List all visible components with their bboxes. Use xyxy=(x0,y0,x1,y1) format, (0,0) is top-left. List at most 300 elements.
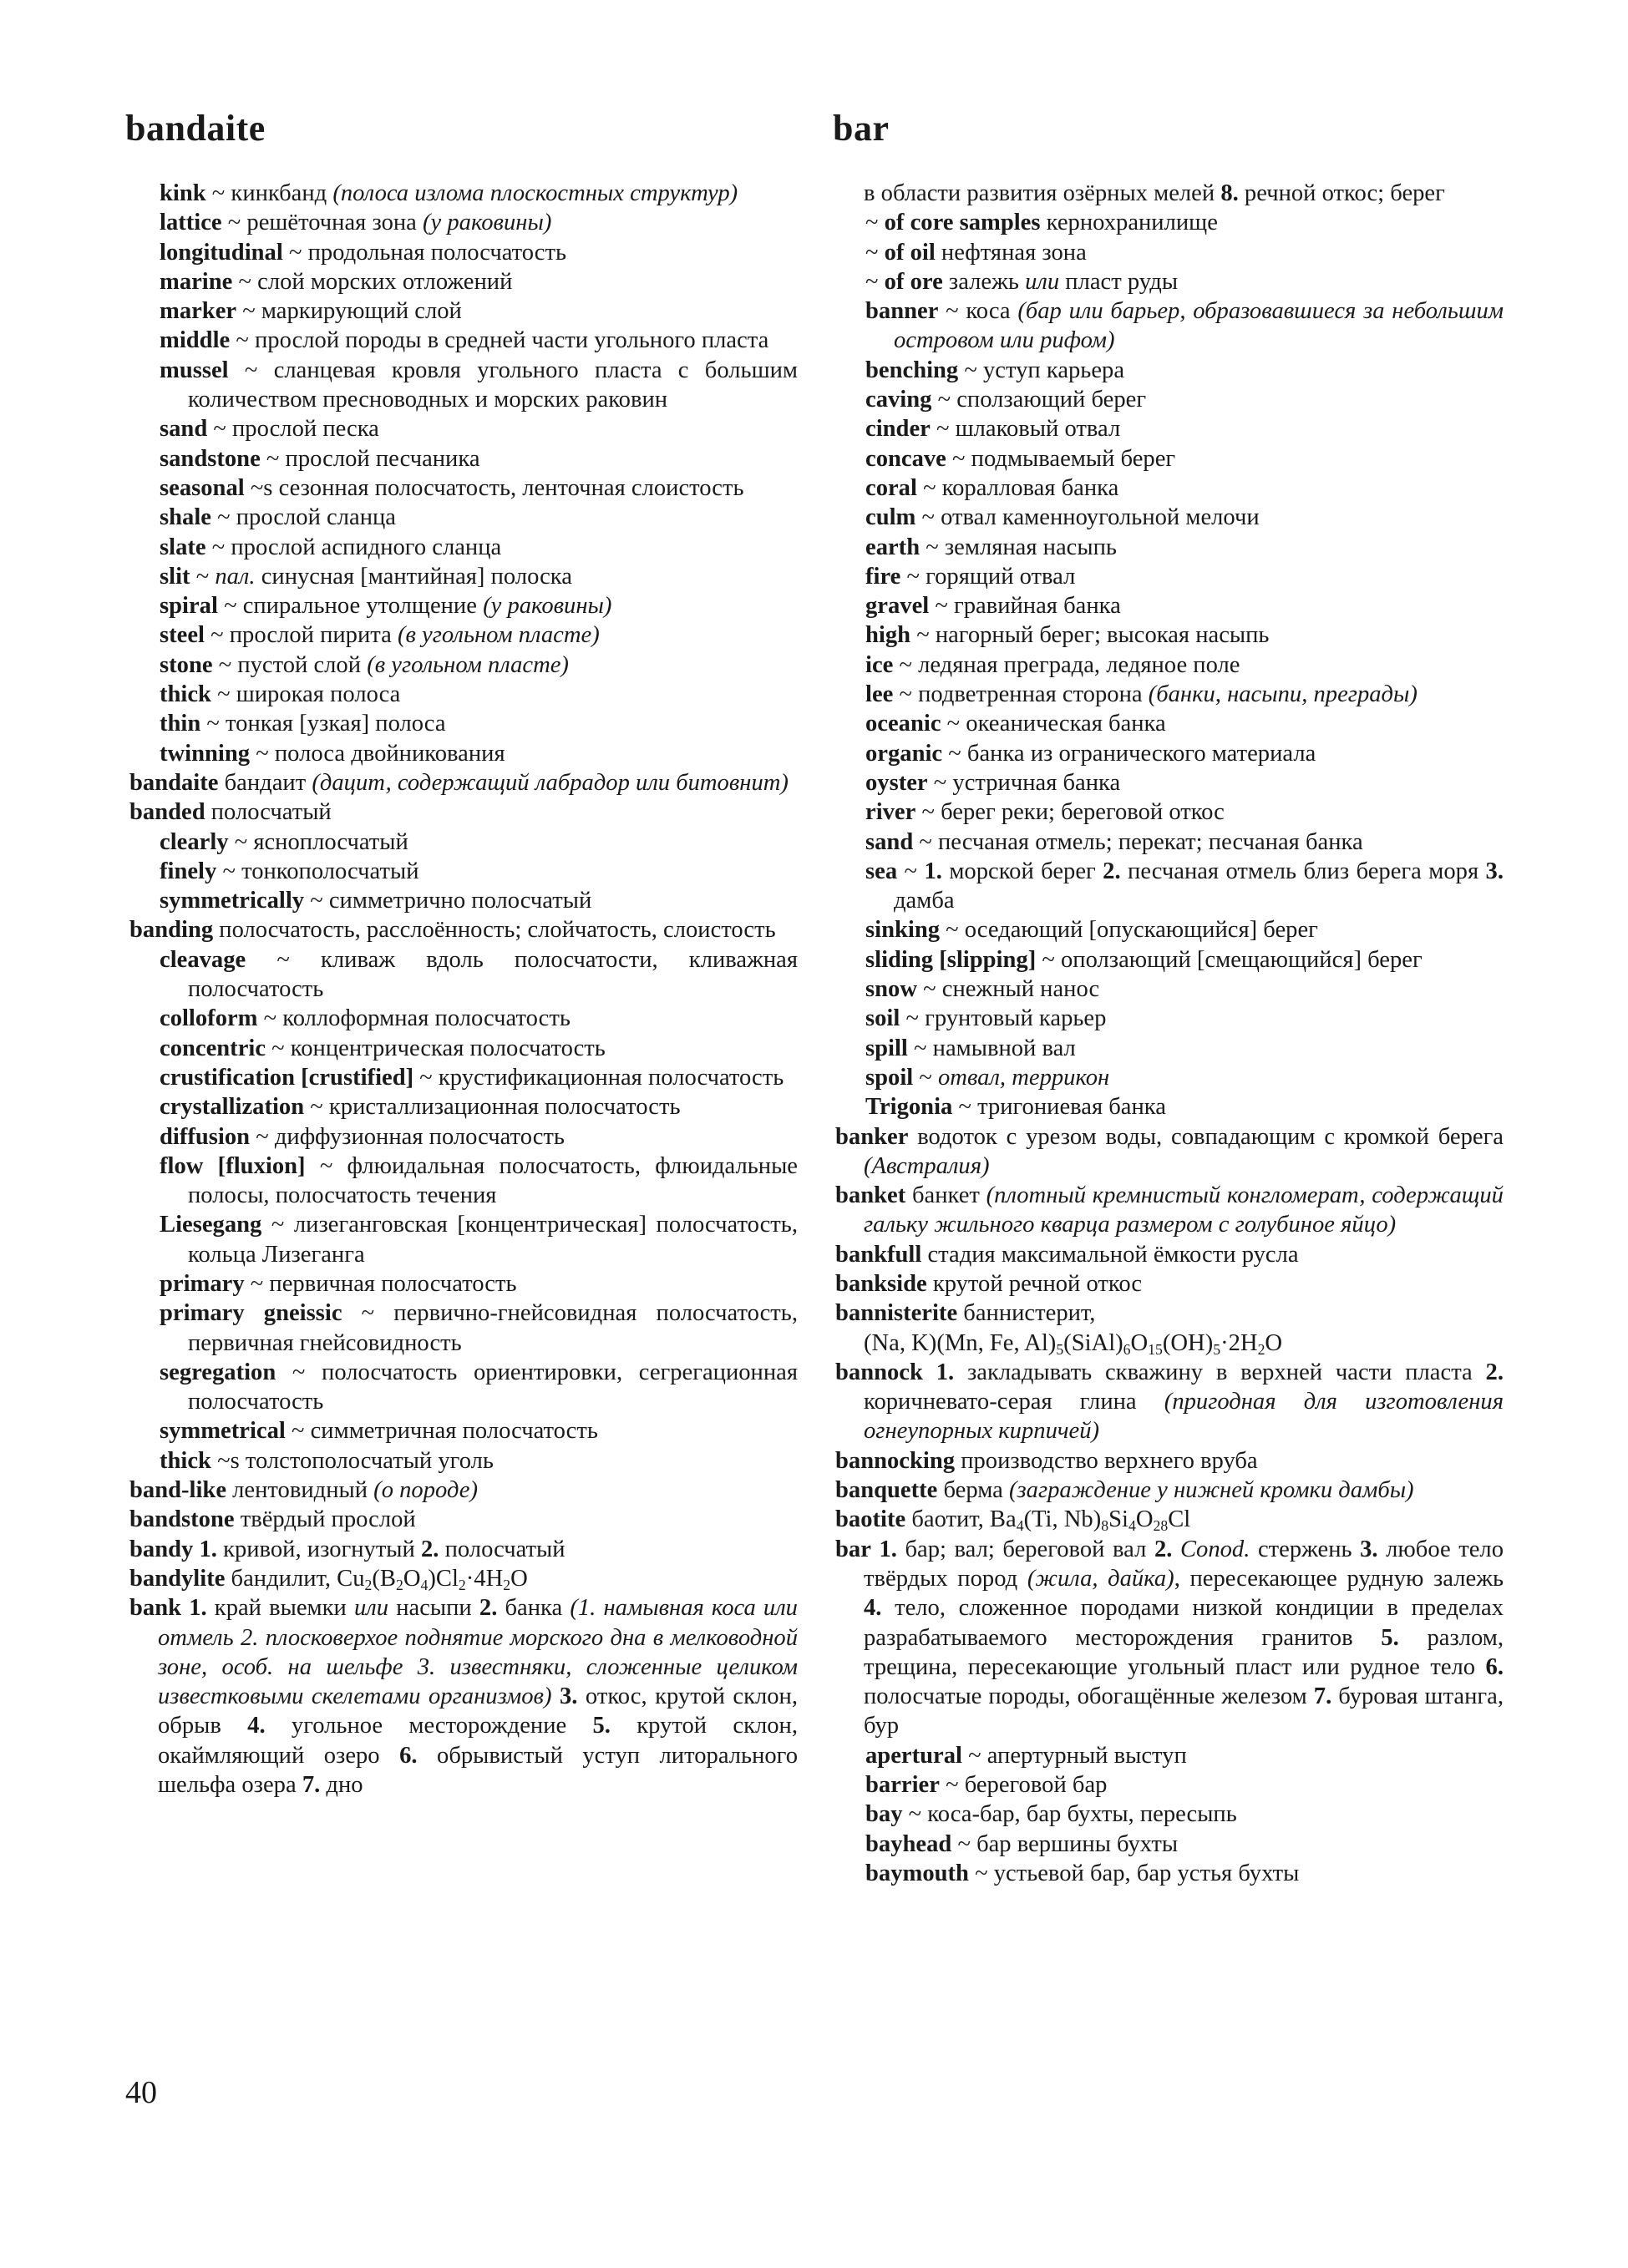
definition-text: обрывистый уступ литорального шельфа озера xyxy=(158,1742,798,1799)
headword-text: 2. xyxy=(1103,858,1121,884)
definition-text: ~ прослой породы в средней части угольного пласта xyxy=(230,327,769,354)
headword-text: band-like xyxy=(129,1477,227,1504)
headword-text: banker xyxy=(835,1123,909,1150)
dictionary-subentry xyxy=(129,651,798,680)
definition-text: ~ кливаж вдоль полосчатости, кливажная полосчатость xyxy=(188,946,798,1003)
headword-text: bannocking xyxy=(835,1447,956,1474)
headword-text: 7. xyxy=(1313,1683,1332,1710)
definition-text: ~ полосчатость ориентировки, сегрегационная полосчатость xyxy=(188,1359,798,1415)
definition-text: ~ коралловая банка xyxy=(916,474,1119,501)
definition-text: Cl xyxy=(1168,1506,1191,1533)
italic-note-text: (полоса излома плоскостных структур) xyxy=(332,180,738,206)
headword-text: lattice xyxy=(160,210,222,236)
definition-text: бар; вал; береговой вал xyxy=(896,1536,1154,1562)
dictionary-subentry xyxy=(129,857,798,886)
definition-text: ~ устьевой бар, бар устья бухты xyxy=(968,1860,1300,1886)
definition-text: ·4H xyxy=(465,1565,504,1592)
dictionary-subentry xyxy=(129,1446,798,1476)
dictionary-entry xyxy=(129,1564,798,1593)
dictionary-subentry xyxy=(835,1830,1504,1859)
definition-text: O xyxy=(1130,1329,1149,1356)
headword-text: 1. xyxy=(879,1536,897,1562)
dictionary-entry xyxy=(129,797,798,827)
dictionary-subentry xyxy=(835,591,1504,620)
definition-text: берма xyxy=(937,1477,1009,1504)
dictionary-subentry xyxy=(129,473,798,503)
headword-text: 5. xyxy=(592,1713,611,1739)
dictionary-entry xyxy=(835,1269,1504,1299)
headword-text: benching xyxy=(865,357,959,383)
headword-text: snow xyxy=(865,976,917,1003)
dictionary-entry xyxy=(129,915,798,944)
definition-text: ~ бар вершины бухты xyxy=(951,1830,1179,1857)
dictionary-entry xyxy=(129,1476,798,1505)
headword-text: baotite xyxy=(835,1506,906,1533)
headword-text: concave xyxy=(865,445,946,472)
definition-text: O xyxy=(403,1565,421,1592)
definition-text: коричневато-серая глина xyxy=(864,1389,1164,1415)
headword-text: fire xyxy=(865,563,901,590)
dictionary-subentry xyxy=(129,296,798,326)
headword-text: spiral xyxy=(160,593,218,620)
definition-text: (Na, K)(Mn, Fe, Al) xyxy=(864,1329,1057,1356)
headword-text: 1. xyxy=(199,1536,217,1562)
definition-text: ~ xyxy=(897,858,925,884)
definition-text: ~ шлаковый отвал xyxy=(930,416,1121,443)
definition-text: ~ намывной вал xyxy=(907,1035,1076,1061)
definition-text: (SiAl) xyxy=(1063,1329,1123,1356)
headword-text: 4. xyxy=(247,1713,266,1739)
definition-text xyxy=(1172,1536,1180,1562)
dictionary-subentry xyxy=(835,385,1504,414)
headword-text: 2. xyxy=(1485,1359,1504,1385)
definition-text: ~ симметричная полосчатость xyxy=(285,1418,598,1445)
headword-text: flow [fluxion] xyxy=(160,1152,306,1179)
dictionary-subentry xyxy=(129,1034,798,1063)
headword-text: 2. xyxy=(420,1536,439,1562)
headword-text: thin xyxy=(160,711,201,737)
dictionary-subentry xyxy=(129,886,798,915)
definition-text: баотит, Ba xyxy=(905,1506,1017,1533)
headword-text: symmetrically xyxy=(160,888,305,914)
headword-text: bandstone xyxy=(129,1506,235,1533)
dictionary-subentry xyxy=(835,1859,1504,1888)
headword-text: twinning xyxy=(160,740,251,767)
definition-text xyxy=(923,1359,936,1385)
definition-text: бандилит, Cu xyxy=(225,1565,365,1592)
dictionary-subentry xyxy=(835,267,1504,296)
headword-text: steel xyxy=(160,622,205,649)
dictionary-entry xyxy=(835,1358,1504,1446)
headword-text: spoil xyxy=(865,1064,914,1091)
definition-text: ~ ледяная преграда, ледяное поле xyxy=(893,651,1240,678)
definition-text: ~ береговой бар xyxy=(939,1772,1108,1799)
subscript-text: 2 xyxy=(395,1576,403,1593)
definition-text: ~ подмываемый берег xyxy=(946,445,1176,472)
dictionary-subentry xyxy=(835,709,1504,738)
definition-text: стадия максимальной ёмкости русла xyxy=(921,1241,1299,1268)
dictionary-subentry xyxy=(835,533,1504,562)
definition-text: ~s сезонная полосчатость, ленточная слоистость xyxy=(244,474,744,501)
dictionary-subentry xyxy=(129,1063,798,1092)
definition-text: ~ xyxy=(865,210,885,236)
headword-text: bar xyxy=(835,1536,871,1562)
dictionary-subentry xyxy=(129,680,798,709)
dictionary-subentry xyxy=(835,1004,1504,1033)
definition-text: производство верхнего вруба xyxy=(955,1447,1258,1474)
definition-text: полосчатый xyxy=(205,799,332,826)
dictionary-subentry xyxy=(129,503,798,532)
definition-text: ~ земляная насыпь xyxy=(920,534,1117,560)
definition-text: залежь xyxy=(942,268,1026,295)
definition-text: )Cl xyxy=(428,1565,459,1592)
definition-text: ~ уступ карьера xyxy=(958,357,1125,383)
headword-text: cleavage xyxy=(160,946,246,973)
dictionary-subentry xyxy=(835,356,1504,385)
definition-text: ~ устричная банка xyxy=(927,769,1121,796)
headword-text: bannock xyxy=(835,1359,923,1385)
dictionary-entry xyxy=(835,1535,1504,1741)
definition-text: крутой склон, окаймляющий озеро xyxy=(158,1713,798,1769)
headword-text: river xyxy=(865,799,916,826)
headword-text: 8. xyxy=(1220,180,1239,206)
dictionary-subentry xyxy=(835,739,1504,768)
dictionary-subentry xyxy=(129,828,798,857)
dictionary-subentry xyxy=(129,1269,798,1299)
definition-text: ~ продольная полосчатость xyxy=(282,239,567,266)
headword-text: culm xyxy=(865,504,916,531)
definition-text: ~ апертурный выступ xyxy=(961,1742,1187,1769)
definition-text: , пересекающее рудную залежь xyxy=(1174,1565,1504,1592)
definition-text: песчаная отмель близ берега моря xyxy=(1120,858,1486,884)
dictionary-subentry xyxy=(835,296,1504,356)
dictionary-subentry xyxy=(835,651,1504,680)
dictionary-subentry xyxy=(129,1210,798,1269)
headword-text: bay xyxy=(865,1801,903,1828)
headword-text: of oil xyxy=(884,239,936,266)
dictionary-subentry xyxy=(835,620,1504,650)
definition-text: речной откос; берег xyxy=(1238,180,1445,206)
definition-text: ~ нагорный берег; высокая насыпь xyxy=(910,622,1270,649)
headword-text: sand xyxy=(865,828,914,855)
italic-note-text: или xyxy=(1025,268,1060,295)
dictionary-entry xyxy=(129,1593,798,1800)
subscript-text: 8 xyxy=(1101,1517,1109,1535)
dictionary-subentry xyxy=(835,562,1504,591)
headword-text: sliding [slipping] xyxy=(865,946,1037,973)
definition-text: ~ лизеганговская [концентрическая] полосчатость, кольца Лизеганга xyxy=(188,1212,798,1268)
headword-text: 6. xyxy=(399,1742,418,1769)
definition-text: закладывать скважину в верхней части пласта xyxy=(954,1359,1486,1385)
headword-text: kink xyxy=(160,180,206,206)
definition-text: ~ грунтовый карьер xyxy=(900,1005,1107,1032)
definition-text: ~ xyxy=(190,563,216,590)
dictionary-subentry xyxy=(129,1004,798,1033)
dictionary-subentry xyxy=(835,238,1504,267)
definition-text: ~ прослой песка xyxy=(207,416,379,443)
headword-text: stone xyxy=(160,651,213,678)
definition-text: (B xyxy=(372,1565,396,1592)
definition-text: ~ прослой пирита xyxy=(204,622,398,649)
italic-note-text: (у раковины) xyxy=(423,210,552,236)
headword-text: bannisterite xyxy=(835,1300,958,1327)
dictionary-continuation xyxy=(835,179,1504,208)
dictionary-subentry xyxy=(835,414,1504,443)
dictionary-subentry xyxy=(129,179,798,208)
dictionary-subentry xyxy=(835,857,1504,916)
headword-text: longitudinal xyxy=(160,239,283,266)
dictionary-subentry xyxy=(835,503,1504,532)
definition-text: банкет xyxy=(905,1182,986,1209)
headword-text: 1. xyxy=(924,858,942,884)
subscript-text: 15 xyxy=(1148,1340,1163,1358)
italic-note-text: (бар или барьер, образовавшиеся за небольшим островом или рифом) xyxy=(894,298,1504,354)
definition-text xyxy=(552,1683,560,1709)
dictionary-subentry xyxy=(835,1034,1504,1063)
headword-text: bandaite xyxy=(129,769,219,796)
page-number: 40 xyxy=(125,2075,157,2110)
definition-text: ~ xyxy=(865,239,885,266)
definition-text: ~ кинкбанд xyxy=(205,180,333,206)
dictionary-subentry xyxy=(129,267,798,296)
definition-text: баннистерит, xyxy=(957,1300,1096,1327)
definition-text: O xyxy=(1135,1506,1154,1533)
definition-text: любое тело твёрдых пород xyxy=(864,1536,1504,1592)
dictionary-subentry xyxy=(835,1800,1504,1829)
headword-text: banket xyxy=(835,1182,906,1209)
headword-text: 2. xyxy=(1154,1536,1173,1562)
headword-text: bank xyxy=(129,1595,182,1622)
italic-note-text: (банки, насыпи, преграды) xyxy=(1148,681,1418,708)
definition-text: ~ гравийная банка xyxy=(929,593,1121,620)
subscript-text: 28 xyxy=(1153,1517,1169,1535)
running-head-right: bar xyxy=(833,108,890,149)
headword-text: finely xyxy=(160,858,217,884)
dictionary-subentry xyxy=(835,473,1504,503)
italic-note-text: (о породе) xyxy=(373,1477,478,1504)
definition-text: ~ тригониевая банка xyxy=(952,1094,1166,1121)
headword-text: marine xyxy=(160,268,233,295)
definition-text: полосчатый xyxy=(439,1536,565,1562)
headword-text: 3. xyxy=(1485,858,1504,884)
definition-text: ~ оседающий [опускающийся] берег xyxy=(940,917,1318,944)
dictionary-entry xyxy=(835,1299,1504,1328)
italic-note-text: (в угольном пласте) xyxy=(367,651,569,678)
headword-text: soil xyxy=(865,1005,900,1032)
definition-text: банка xyxy=(497,1595,571,1622)
dictionary-entry xyxy=(835,1476,1504,1505)
subscript-text: 2 xyxy=(1257,1340,1265,1358)
headword-text: slate xyxy=(160,534,206,560)
headword-text: bayhead xyxy=(865,1830,952,1857)
dictionary-subentry xyxy=(835,1092,1504,1121)
headword-text: 3. xyxy=(1360,1536,1378,1562)
headword-text: gravel xyxy=(865,593,930,620)
definition-text: ~ прослой песчаника xyxy=(260,445,480,472)
dictionary-subentry xyxy=(835,768,1504,797)
italic-note-text: (у раковины) xyxy=(483,593,612,620)
headword-text: organic xyxy=(865,740,943,767)
definition-text: ~ широкая полоса xyxy=(210,681,401,708)
definition-text: ~ полоса двойникования xyxy=(250,740,505,767)
definition-text: ~ спиральное утолщение xyxy=(217,593,484,620)
definition-text: ~ маркирующий слой xyxy=(236,298,462,325)
definition-text: ~ кристаллизационная полосчатость xyxy=(304,1094,681,1121)
subscript-text: 5 xyxy=(1056,1340,1064,1358)
headword-text: apertural xyxy=(865,1742,962,1769)
headword-text: Liesegang xyxy=(160,1212,262,1238)
headword-text: 1. xyxy=(936,1359,955,1385)
italic-note-text: (1. намывная коса или отмель 2. плосковерхое поднятие морского дна в мелководной зоне, особ. на шельфе 3. известняки, сложенные целиком известковыми скелетами организмов) xyxy=(158,1595,798,1710)
dictionary-subentry xyxy=(129,1358,798,1417)
dictionary-subentry xyxy=(129,709,798,738)
headword-text: segregation xyxy=(160,1359,276,1385)
italic-note-text: или xyxy=(354,1595,389,1622)
definition-text: твёрдый прослой xyxy=(234,1506,416,1533)
subscript-text: 2 xyxy=(458,1576,466,1593)
dictionary-entry xyxy=(835,1122,1504,1182)
definition-text: (Ti, Nb) xyxy=(1023,1506,1102,1533)
dictionary-subentry xyxy=(835,444,1504,473)
subscript-text: 4 xyxy=(1128,1517,1136,1535)
headword-text: ice xyxy=(865,651,894,678)
headword-text: slit xyxy=(160,563,190,590)
headword-text: coral xyxy=(865,474,917,501)
definition-text: ~ песчаная отмель; перекат; песчаная банка xyxy=(913,828,1363,855)
definition-text: ~ флюидальная полосчатость, флюидальные полосы, полосчатость течения xyxy=(188,1152,798,1209)
definition-text: бандаит xyxy=(218,769,312,796)
dictionary-subentry xyxy=(835,1770,1504,1800)
dictionary-subentry xyxy=(129,414,798,443)
definition-text: ~ тонкая [узкая] полоса xyxy=(200,711,446,737)
dictionary-subentry xyxy=(129,620,798,650)
definition-text: ~ подветренная сторона xyxy=(893,681,1149,708)
dictionary-subentry xyxy=(129,1299,798,1358)
italic-note-text: (жила, дайка) xyxy=(1027,1565,1174,1592)
definition-text: ~ решёточная зона xyxy=(221,210,423,236)
headword-text: banquette xyxy=(835,1477,938,1504)
definition-text: край выемки xyxy=(206,1595,354,1622)
headword-text: spill xyxy=(865,1035,908,1061)
dictionary-subentry xyxy=(129,1092,798,1121)
definition-text: насыпи xyxy=(388,1595,479,1622)
headword-text: 6. xyxy=(1485,1653,1504,1680)
headword-text: 1. xyxy=(189,1595,207,1622)
definition-text: синусная [мантийная] полоска xyxy=(255,563,572,590)
headword-text: sandstone xyxy=(160,445,261,472)
italic-note-text: (в угольном пласте) xyxy=(397,622,600,649)
headword-text: middle xyxy=(160,327,231,354)
dictionary-subentry xyxy=(129,326,798,355)
definition-text: ~ крустификационная полосчатость xyxy=(413,1064,784,1091)
definition-text: откос, крутой склон, обрыв xyxy=(158,1683,798,1739)
headword-text: thick xyxy=(160,1447,211,1474)
headword-text: crustification [crustified] xyxy=(160,1064,414,1091)
definition-text: ~ слой морских отложений xyxy=(232,268,513,295)
definition-text: дамба xyxy=(894,888,955,914)
dictionary-subentry xyxy=(129,739,798,768)
dictionary-subentry xyxy=(835,208,1504,237)
definition-text: ~ первичная полосчатость xyxy=(244,1270,517,1297)
definition-text: ~ прослой сланца xyxy=(210,504,396,531)
definition-text: лентовидный xyxy=(226,1477,374,1504)
headword-text: bandy xyxy=(129,1536,194,1562)
dictionary-subentry xyxy=(835,1063,1504,1092)
subscript-text: 6 xyxy=(1123,1340,1131,1358)
definition-text: буровая штанга, бур xyxy=(864,1683,1504,1739)
definition-text: (OH) xyxy=(1162,1329,1214,1356)
definition-text: водоток с урезом воды, совпадающим с кромкой берега xyxy=(908,1123,1504,1150)
dictionary-entry xyxy=(129,1505,798,1534)
headword-text: baymouth xyxy=(865,1860,969,1886)
dictionary-subentry xyxy=(129,208,798,237)
headword-text: primary gneissic xyxy=(160,1300,342,1327)
italic-note-text: (дацит, содержащий лабрадор или битовнит) xyxy=(312,769,789,796)
definition-text: ~ xyxy=(865,268,885,295)
headword-text: diffusion xyxy=(160,1123,251,1150)
definition-text: кривой, изогнутый xyxy=(216,1536,421,1562)
dictionary-subentry xyxy=(129,562,798,591)
definition-text: ~ банка из огранического материала xyxy=(942,740,1316,767)
subscript-text: 5 xyxy=(1213,1340,1221,1358)
dictionary-subentry xyxy=(129,1122,798,1152)
headword-text: sea xyxy=(865,858,898,884)
italic-note-text: Conod. xyxy=(1179,1536,1250,1562)
dictionary-subentry xyxy=(835,797,1504,827)
italic-note-text: пал. xyxy=(215,563,256,590)
definition-text: угольное месторождение xyxy=(265,1713,593,1739)
dictionary-subentry xyxy=(835,945,1504,975)
definition-text: ~ диффузионная полосчатость xyxy=(250,1123,565,1150)
definition-text: Si xyxy=(1108,1506,1128,1533)
definition-text: разлом, трещина, пересекающие угольный пласт или рудное тело xyxy=(864,1624,1504,1680)
headword-text: 5. xyxy=(1381,1624,1399,1651)
definition-text: кернохранилище xyxy=(1040,210,1218,236)
dictionary-entry xyxy=(835,1446,1504,1476)
dictionary-entry xyxy=(129,1535,798,1564)
headword-text: thick xyxy=(160,681,211,708)
dictionary-subentry xyxy=(129,533,798,562)
headword-text: bankside xyxy=(835,1270,927,1297)
headword-text: high xyxy=(865,622,911,649)
headword-text: 4. xyxy=(864,1595,882,1622)
dictionary-subentry xyxy=(835,915,1504,944)
headword-text: 3. xyxy=(559,1683,578,1710)
dictionary-subentry xyxy=(129,1416,798,1445)
headword-text: oyster xyxy=(865,769,928,796)
definition-text: ~ отвал каменноугольной мелочи xyxy=(915,504,1260,531)
dictionary-entry xyxy=(835,1505,1504,1534)
definition-text: ~ коса xyxy=(938,298,1018,325)
headword-text: banded xyxy=(129,799,205,826)
headword-text: mussel xyxy=(160,357,229,383)
definition-text: ~ снежный нанос xyxy=(916,976,1100,1003)
subscript-text: 4 xyxy=(420,1576,429,1593)
definition-text: крутой речной откос xyxy=(926,1270,1143,1297)
dictionary-subentry xyxy=(835,680,1504,709)
definition-text: ~ сползающий берег xyxy=(931,387,1147,413)
definition-text: ~ океаническая банка xyxy=(941,711,1166,737)
italic-note-text: (пригодная для изготовления огнеупорных кирпичей) xyxy=(864,1389,1504,1445)
definition-text: O xyxy=(1265,1329,1283,1356)
definition-text: тело, сложенное породами низкой кондиции в пределах разрабатываемого месторождения гранитов xyxy=(864,1595,1504,1651)
definition-text: полосчатость, расслоённость; слойчатость, слоистость xyxy=(213,917,776,944)
dictionary-column-left xyxy=(129,179,798,1800)
dictionary-subentry xyxy=(129,356,798,415)
headword-text: bandylite xyxy=(129,1565,226,1592)
dictionary-continuation xyxy=(835,1329,1504,1358)
definition-text: ~ коллоформная полосчатость xyxy=(257,1005,571,1032)
